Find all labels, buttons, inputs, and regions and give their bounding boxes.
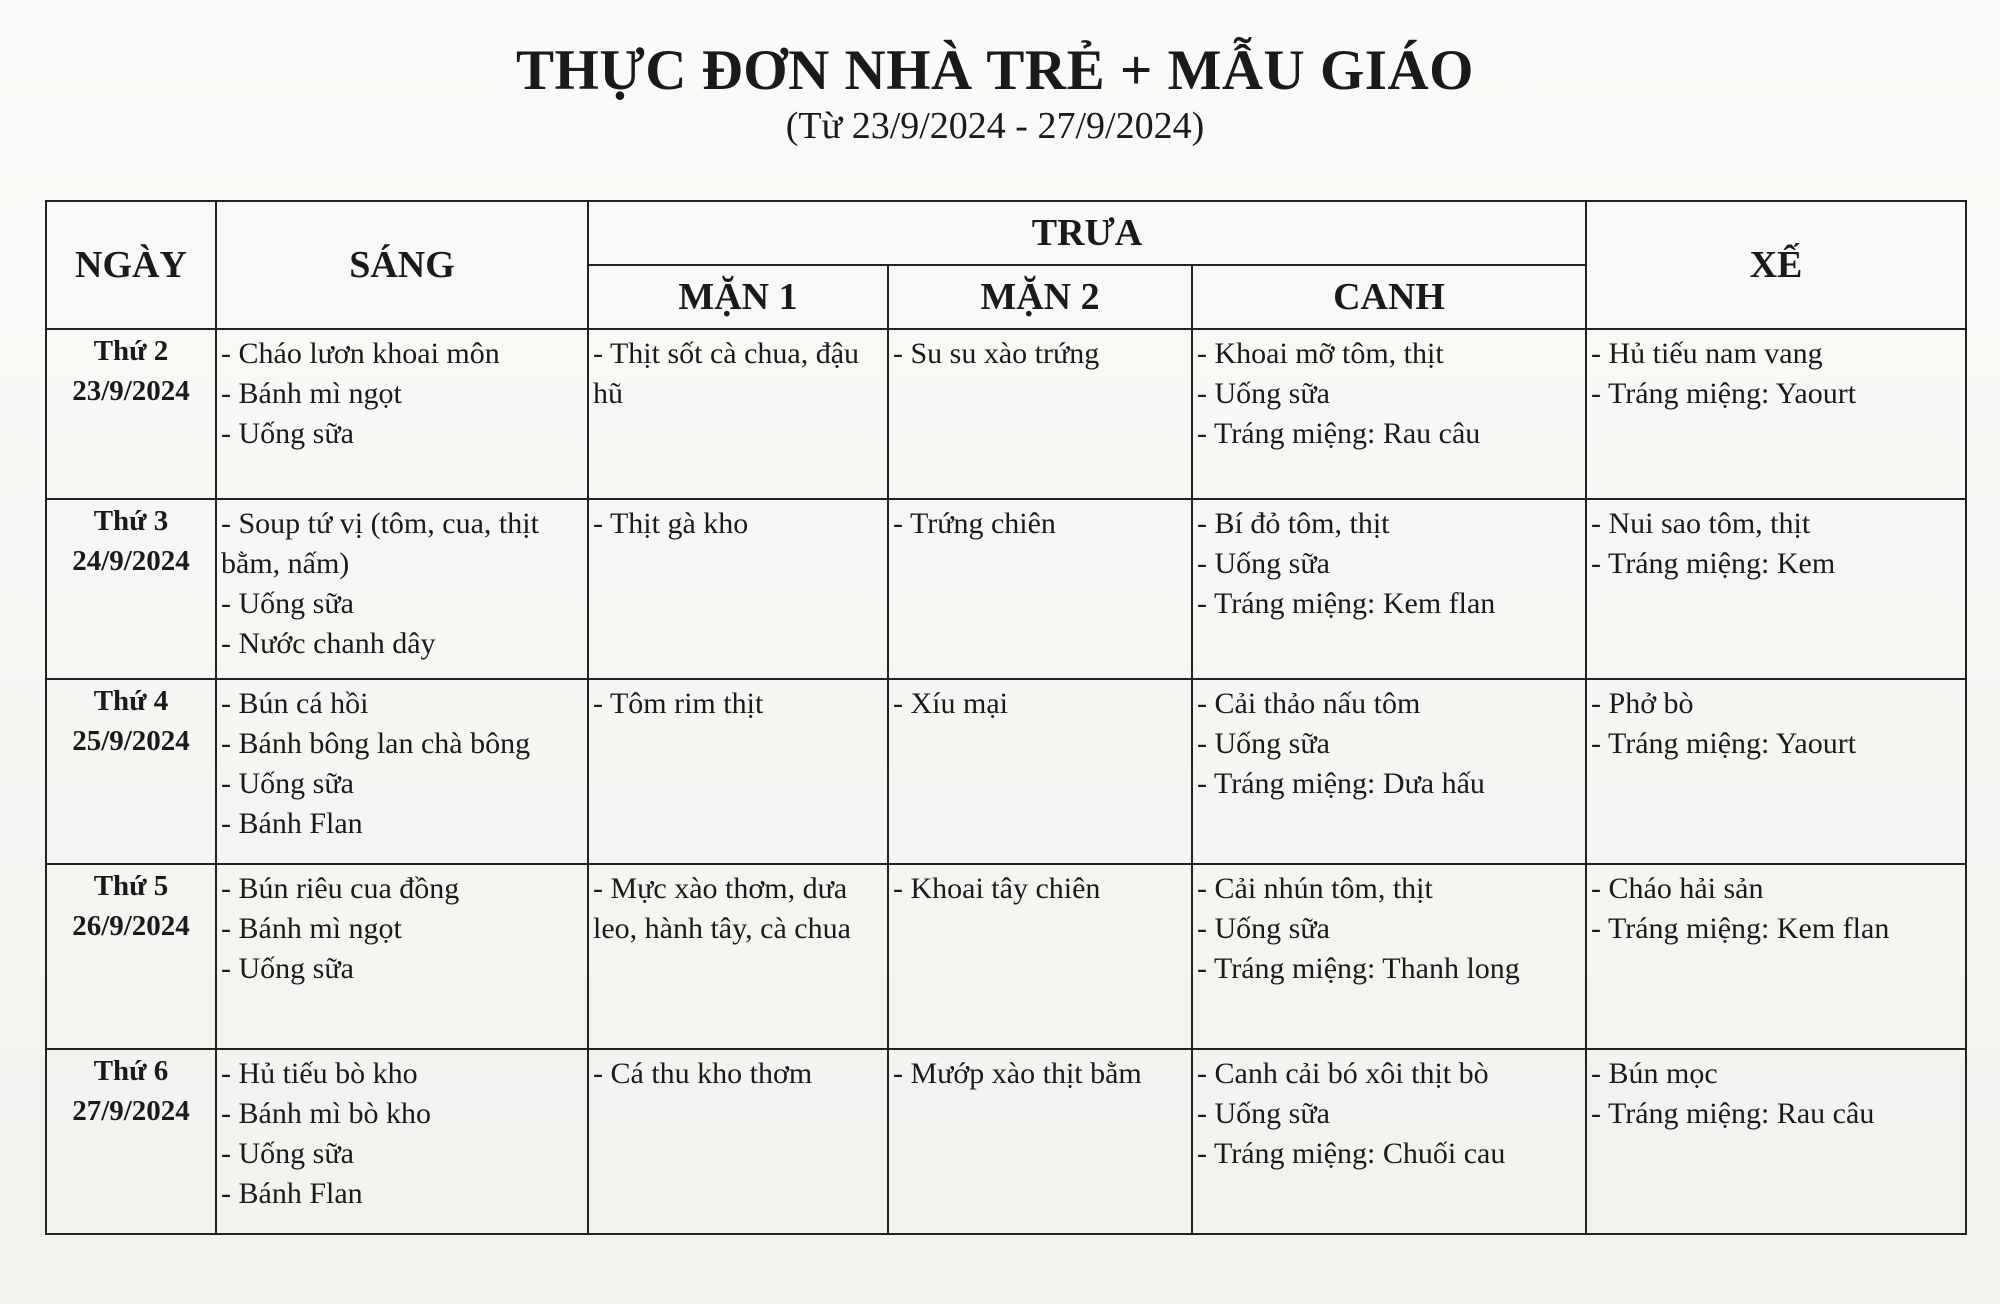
menu-item: - Tráng miệng: Yaourt (1591, 377, 1857, 410)
menu-item: - Bánh Flan (221, 807, 363, 840)
menu-item: - Uống sữa (221, 952, 354, 985)
xe-cell (1586, 499, 1966, 679)
day-cell (46, 1049, 216, 1234)
menu-item: - Thịt sốt cà chua, đậu hũ (593, 337, 860, 410)
day-date: 27/9/2024 (72, 1095, 190, 1127)
menu-item: - Uống sữa (221, 587, 354, 620)
canh-cell (1192, 1049, 1586, 1234)
menu-item: - Uống sữa (1197, 377, 1330, 410)
day-date: 24/9/2024 (72, 545, 190, 577)
table-row (46, 864, 1966, 1049)
menu-item: - Su su xào trứng (893, 337, 1100, 370)
man1-cell (588, 864, 888, 1049)
menu-item: - Uống sữa (1197, 547, 1330, 580)
canh-cell (1192, 679, 1586, 864)
menu-item: - Nước chanh dây (221, 627, 436, 660)
menu-item: - Bánh Flan (221, 1177, 363, 1210)
xe-cell (1586, 1049, 1966, 1234)
menu-item: - Cá thu kho thơm (593, 1057, 813, 1090)
header-xe: XẾ (1586, 201, 1966, 329)
menu-item: - Bánh mì ngọt (221, 377, 402, 410)
man1-cell (588, 679, 888, 864)
menu-item: - Bánh mì bò kho (221, 1097, 431, 1130)
menu-item: - Hủ tiếu nam vang (1591, 337, 1823, 370)
man1-cell (588, 499, 888, 679)
menu-item: - Bánh bông lan chà bông (221, 727, 531, 760)
table-row (46, 679, 1966, 864)
xe-cell (1586, 329, 1966, 499)
menu-item: - Nui sao tôm, thịt (1591, 507, 1811, 540)
man2-cell (888, 679, 1192, 864)
menu-item: - Soup tứ vị (tôm, cua, thịt bằm, nấm) (221, 507, 539, 580)
menu-item: - Bún mọc (1591, 1057, 1718, 1090)
day-cell (46, 864, 216, 1049)
header-man1: MẶN 1 (588, 265, 888, 329)
menu-item: - Hủ tiếu bò kho (221, 1057, 418, 1090)
table-row (46, 1049, 1966, 1234)
man1-cell (588, 329, 888, 499)
menu-item: - Cải thảo nấu tôm (1197, 687, 1421, 720)
header-man2: MẶN 2 (888, 265, 1192, 329)
menu-item: - Tôm rim thịt (593, 687, 764, 720)
menu-item: - Trứng chiên (893, 507, 1056, 540)
menu-item: - Uống sữa (1197, 1097, 1330, 1130)
menu-item: - Cải nhún tôm, thịt (1197, 872, 1433, 905)
day-name: Thứ 2 (93, 335, 169, 367)
menu-item: - Mực xào thơm, dưa leo, hành tây, cà chua (593, 872, 851, 945)
sang-cell (216, 1049, 588, 1234)
day-cell (46, 679, 216, 864)
menu-item: - Uống sữa (1197, 912, 1330, 945)
man2-cell (888, 864, 1192, 1049)
canh-cell (1192, 329, 1586, 499)
man2-cell (888, 1049, 1192, 1234)
menu-item: - Uống sữa (221, 1137, 354, 1170)
header-ngay: NGÀY (46, 201, 216, 329)
man2-cell (888, 329, 1192, 499)
menu-item: - Thịt gà kho (593, 507, 749, 540)
xe-cell (1586, 679, 1966, 864)
sang-cell (216, 329, 588, 499)
menu-item: - Bí đỏ tôm, thịt (1197, 507, 1390, 540)
man2-cell (888, 499, 1192, 679)
header-row (46, 201, 1966, 265)
page-title: THỰC ĐƠN NHÀ TRẺ + MẪU GIÁO (515, 39, 1474, 102)
menu-item: - Khoai mỡ tôm, thịt (1197, 337, 1444, 370)
menu-item: - Tráng miệng: Chuối cau (1197, 1137, 1506, 1170)
menu-item: - Khoai tây chiên (893, 872, 1101, 905)
header-canh: CANH (1192, 265, 1586, 329)
menu-item: - Tráng miệng: Dưa hấu (1197, 767, 1485, 800)
menu-item: - Tráng miệng: Rau câu (1591, 1097, 1875, 1130)
sang-cell (216, 864, 588, 1049)
menu-table (45, 200, 1967, 1235)
table-row (46, 329, 1966, 499)
day-cell (46, 499, 216, 679)
menu-item: - Bánh mì ngọt (221, 912, 402, 945)
header-sang: SÁNG (216, 201, 588, 329)
day-date: 26/9/2024 (72, 910, 190, 942)
canh-cell (1192, 499, 1586, 679)
menu-item: - Phở bò (1591, 687, 1694, 720)
day-name: Thứ 5 (93, 870, 169, 902)
day-date: 23/9/2024 (72, 375, 190, 407)
menu-item: - Cháo hải sản (1591, 872, 1764, 905)
menu-item: - Tráng miệng: Thanh long (1197, 952, 1520, 985)
man1-cell (588, 1049, 888, 1234)
menu-item: - Tráng miệng: Kem (1591, 547, 1836, 580)
day-name: Thứ 6 (93, 1055, 169, 1087)
menu-item: - Mướp xào thịt bằm (893, 1057, 1142, 1090)
canh-cell (1192, 864, 1586, 1049)
day-name: Thứ 3 (93, 505, 169, 537)
table-row (46, 499, 1966, 679)
sang-cell (216, 679, 588, 864)
menu-item: - Tráng miệng: Yaourt (1591, 727, 1857, 760)
xe-cell (1586, 864, 1966, 1049)
menu-item: - Uống sữa (221, 767, 354, 800)
menu-item: - Uống sữa (1197, 727, 1330, 760)
day-name: Thứ 4 (93, 685, 169, 717)
day-date: 25/9/2024 (72, 725, 190, 757)
menu-item: - Tráng miệng: Rau câu (1197, 417, 1481, 450)
header-trua: TRƯA (588, 201, 1586, 265)
menu-item: - Canh cải bó xôi thịt bò (1197, 1057, 1489, 1090)
menu-item: - Cháo lươn khoai môn (221, 337, 500, 370)
menu-item: - Uống sữa (221, 417, 354, 450)
menu-item: - Xíu mại (893, 687, 1008, 720)
menu-item: - Tráng miệng: Kem flan (1591, 912, 1890, 945)
menu-item: - Tráng miệng: Kem flan (1197, 587, 1496, 620)
sang-cell (216, 499, 588, 679)
day-cell (46, 329, 216, 499)
date-range-subtitle: (Từ 23/9/2024 - 27/9/2024) (785, 105, 1205, 147)
menu-item: - Bún riêu cua đồng (221, 872, 460, 905)
menu-item: - Bún cá hồi (221, 687, 369, 720)
